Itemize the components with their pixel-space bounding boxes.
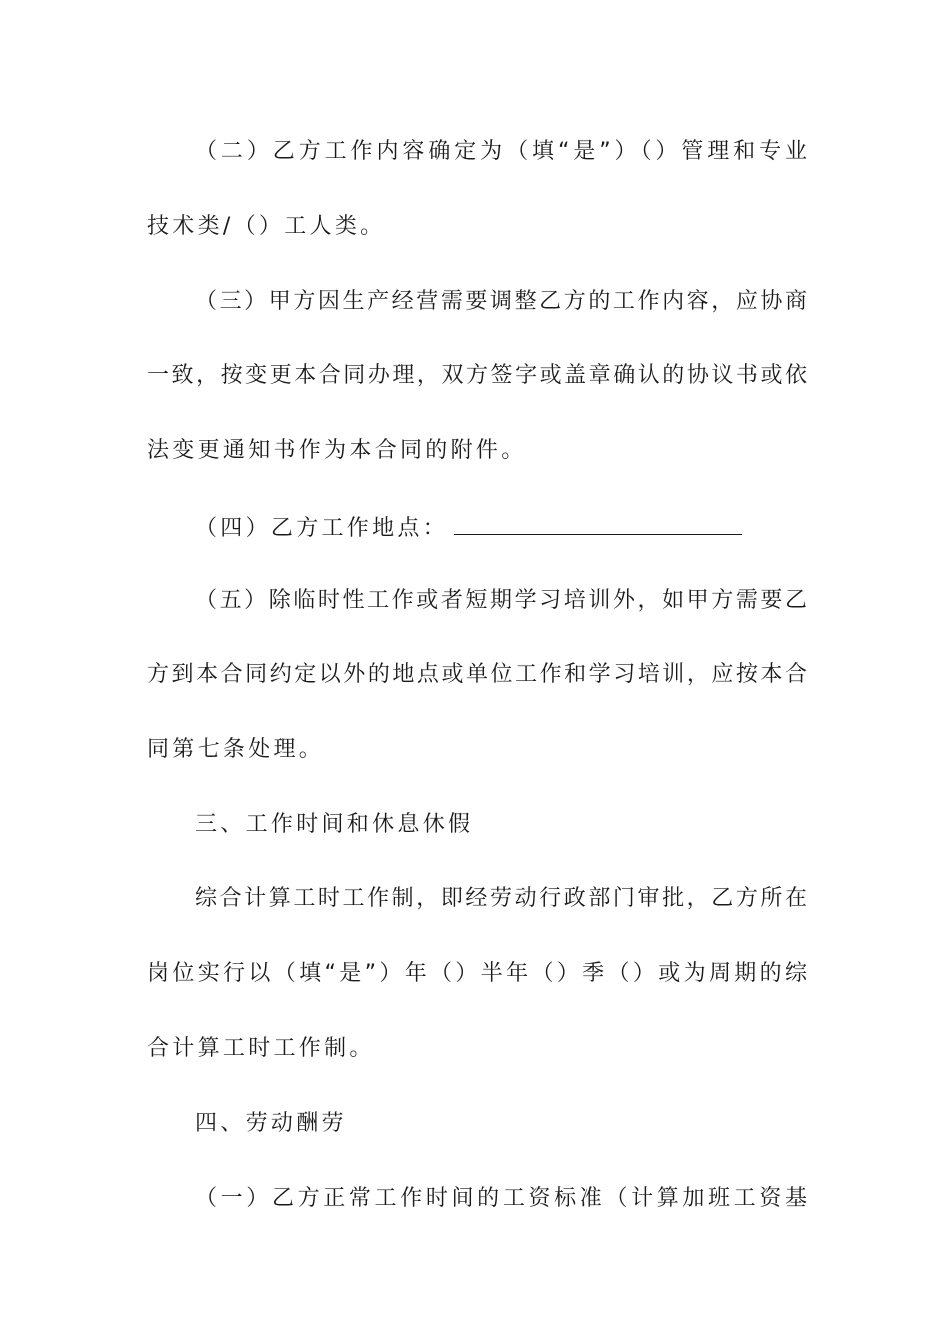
work-location-label: （四）乙方工作地点：	[195, 516, 449, 541]
work-location-line	[195, 510, 807, 542]
paragraph-line-7: （五）除临时性工作或者短期学习培训外，如甲方需要乙	[195, 588, 807, 613]
paragraph-line-15: （一）乙方正常工作时间的工资标准（计算加班工资基	[195, 1186, 807, 1211]
paragraph-line-8: 方到本合同约定以外的地点或单位工作和学习培训，应按本合	[147, 662, 807, 687]
paragraph-line-12: 岗位实行以（填“是”）年（）半年（）季（）或为周期的综	[147, 961, 807, 986]
paragraph-line-2: 技术类/（）工人类。	[147, 214, 386, 239]
paragraph-line-11: 综合计算工时工作制，即经劳动行政部门审批，乙方所在	[195, 886, 807, 911]
section-heading-3: 三、工作时间和休息休假	[195, 812, 474, 837]
paragraph-line-5: 法变更通知书作为本合同的附件。	[147, 438, 527, 463]
paragraph-line-13: 合计算工时工作制。	[147, 1036, 375, 1061]
section-heading-4: 四、劳动酬劳	[195, 1111, 347, 1136]
paragraph-line-3: （三）甲方因生产经营需要调整乙方的工作内容，应协商	[195, 289, 807, 314]
work-location-blank[interactable]	[454, 510, 742, 535]
paragraph-line-9: 同第七条处理。	[147, 737, 325, 762]
paragraph-line-1: （二）乙方工作内容确定为（填“是”）（）管理和专业	[195, 139, 807, 164]
paragraph-line-4: 一致，按变更本合同办理，双方签字或盖章确认的协议书或依	[147, 363, 807, 388]
